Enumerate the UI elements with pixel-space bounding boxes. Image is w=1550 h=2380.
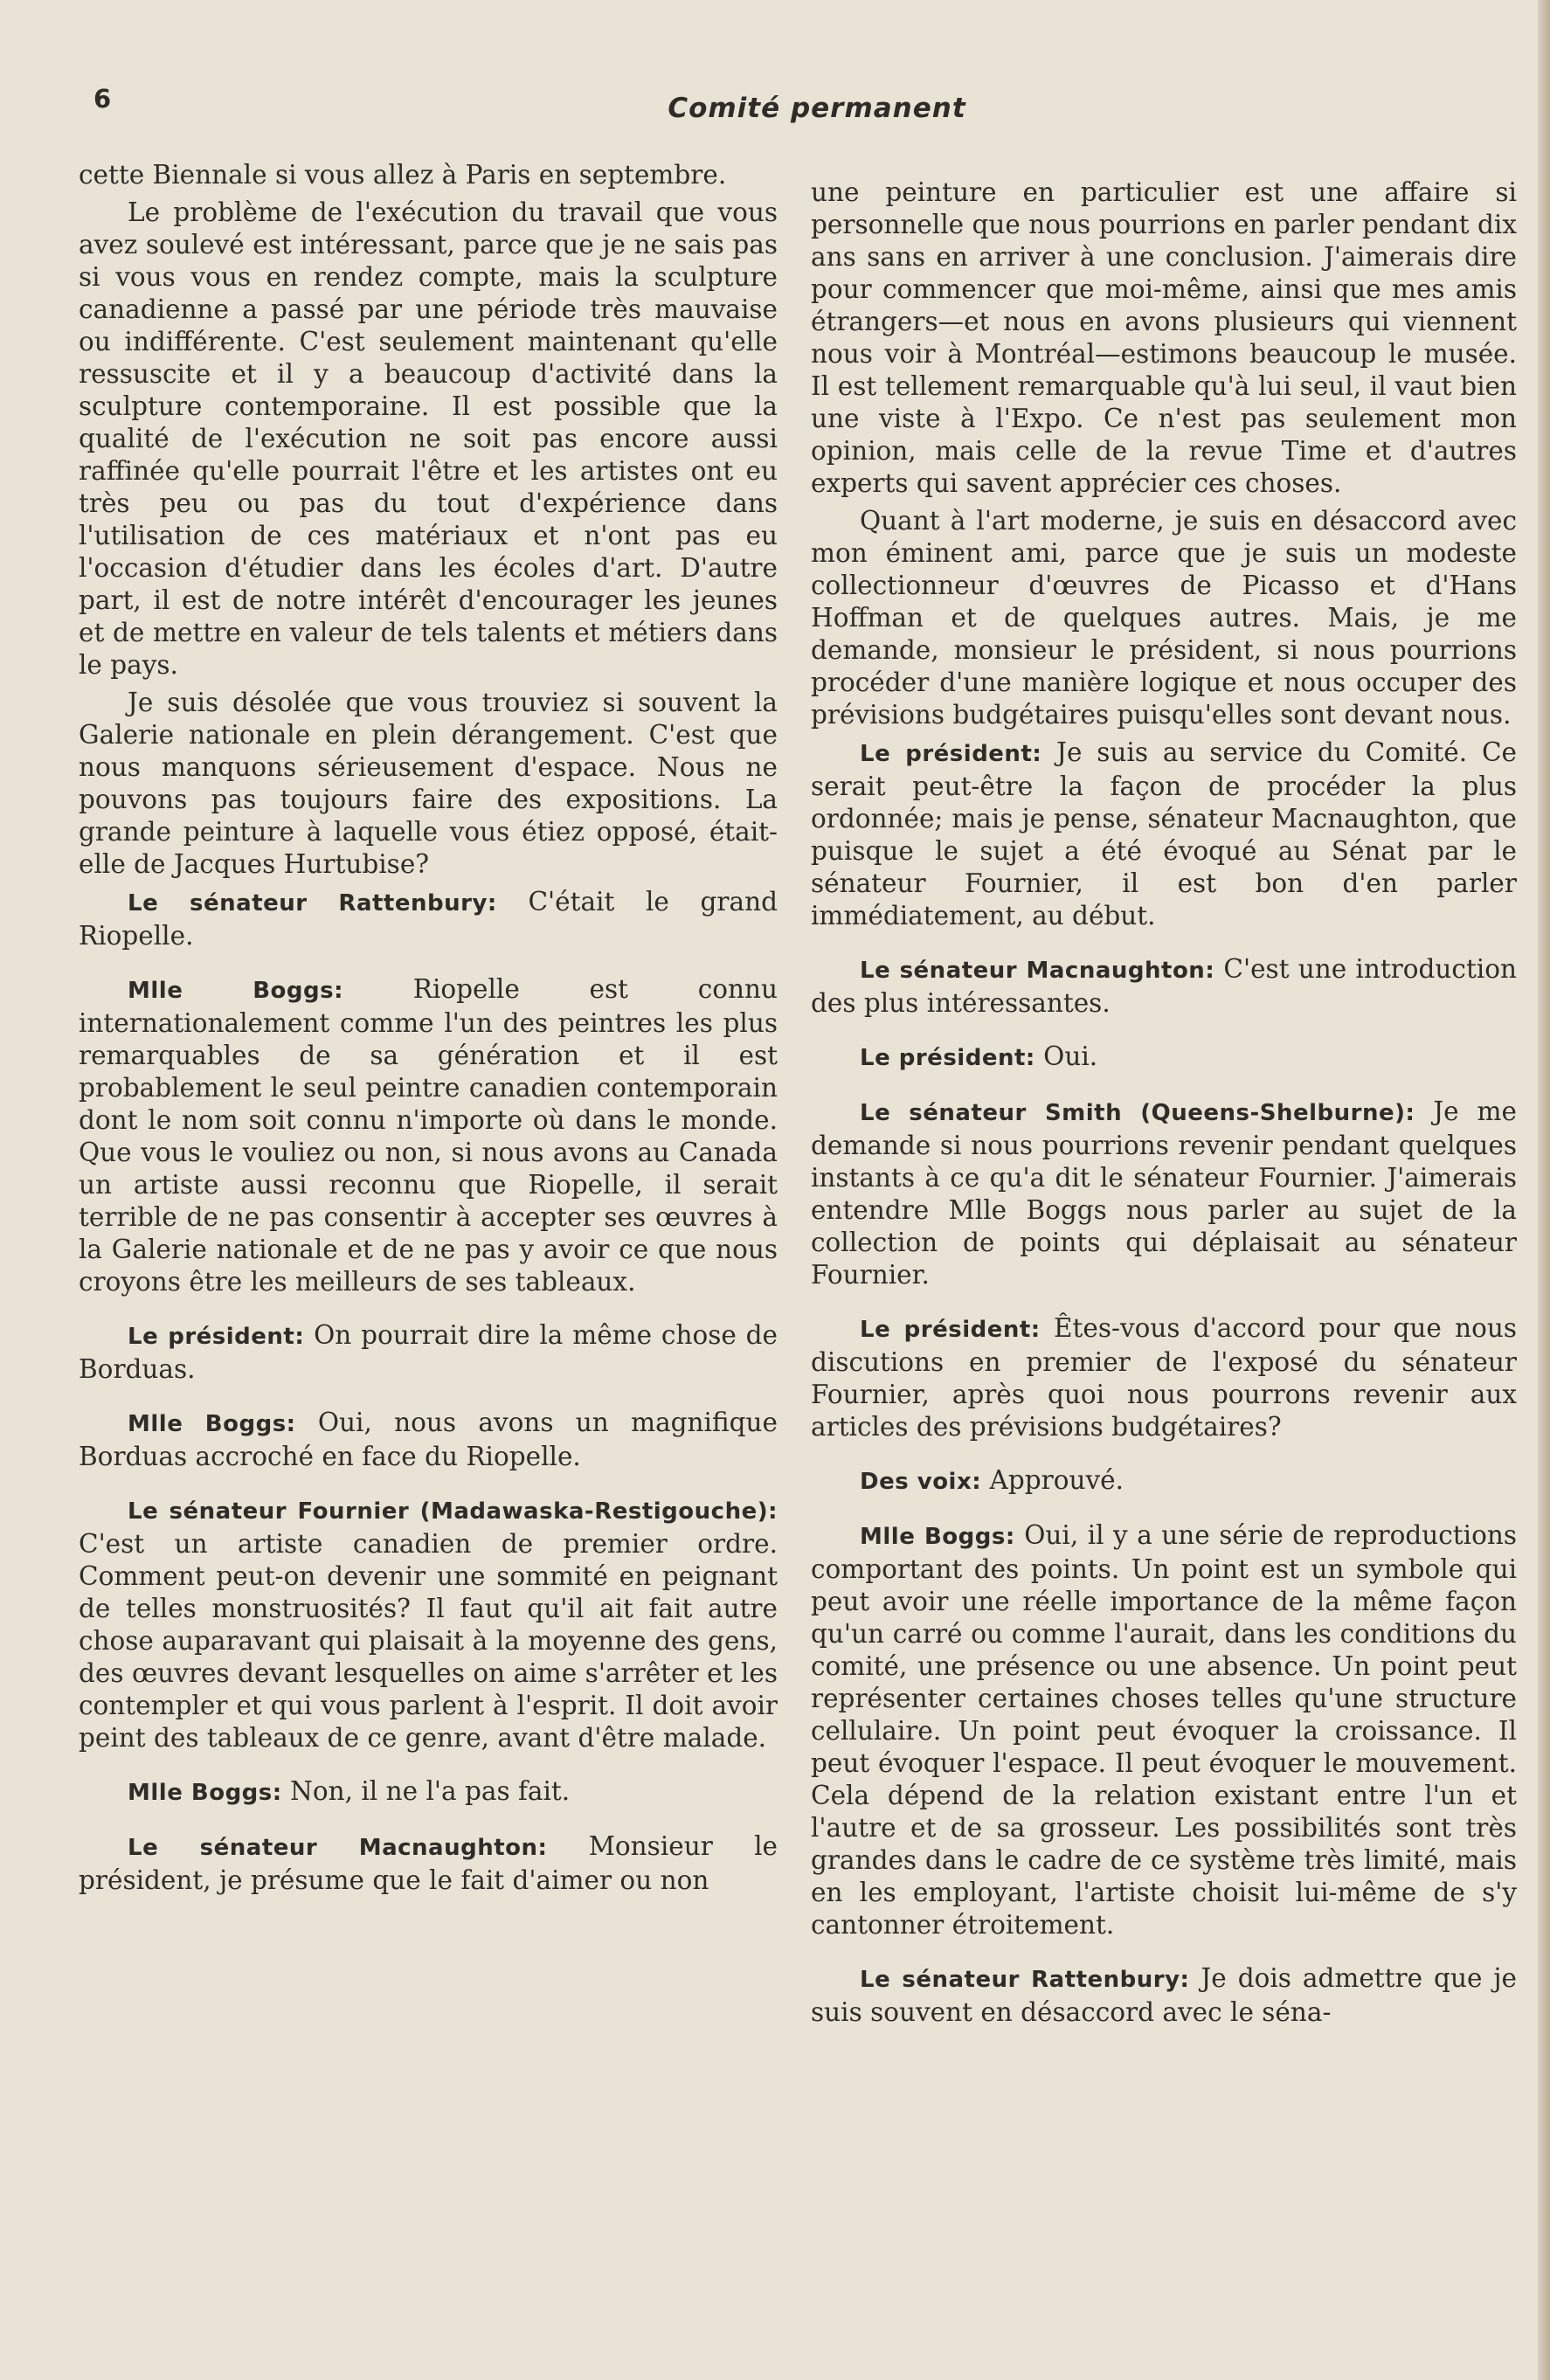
speech-paragraph [79, 973, 778, 1298]
text-paragraph: cette Biennale si vous allez à Paris en septembre. [79, 160, 727, 190]
speaker-name: Mlle Boggs: [860, 1524, 1015, 1550]
speaker-name: Le président: [860, 741, 1042, 767]
speaker-name: Le président: [128, 1324, 305, 1350]
speech-text: Je dois admettre que je suis souvent en désaccord avec le séna- [811, 1963, 1517, 2027]
speech-text: Je suis au service du Comité. Ce serait peut-être la façon de procéder la plus ordonnée; mais je pense, sénateur Macnaughton, que puisque le sujet a été évoqué au Sénat par le sénateur Fournier, il est bon d'en parler immédiatement, au début. [811, 737, 1517, 931]
speech-text: On pourrait dire la même chose de Borduas. [79, 1320, 778, 1384]
speaker-name: Mlle Boggs: [128, 978, 344, 1004]
speech-text: Oui, il y a une série de reproductions comportant des points. Un point est un symbole qui peut avoir une réelle importance de la même façon qu'un carré ou comme l'aurait, dans les conditions du comité, une présence ou une absence. Un point peut représenter certaines choses telles qu'une structure cellulaire. Un point peut évoquer la croissance. Il peut évoquer l'espace. Il peut évoquer le mouvement. Cela dépend de la relation existant entre l'un et l'autre et de sa grosseur. Les possibilités sont très grandes dans le cadre de ce système très limité, mais en les employant, l'artiste choisit lui-même de s'y cantonner étroitement. [811, 1520, 1517, 1940]
speech-paragraph [79, 1830, 778, 1897]
speaker-name: Le sénateur Macnaughton: [860, 958, 1215, 984]
speaker-name: Le sénateur Fournier (Madawaska-Restigouche): [128, 1498, 778, 1525]
speaker-name: Le président: [860, 1045, 1035, 1071]
speech-paragraph [811, 1041, 1517, 1075]
speech-paragraph [811, 1464, 1517, 1498]
speech-text: Approuvé. [981, 1465, 1124, 1495]
speech-paragraph [811, 1096, 1517, 1291]
page-number: 6 [93, 84, 112, 114]
speech-text: C'était le grand Riopelle. [79, 887, 778, 951]
speech-text: Oui. [1034, 1041, 1098, 1071]
right-column [811, 176, 1517, 2050]
speech-paragraph [811, 1519, 1517, 1941]
speaker-name: Le sénateur Smith (Queens-Shelburne): [860, 1100, 1415, 1126]
speaker-name: Le sénateur Macnaughton: [128, 1835, 548, 1861]
speaker-name: Le président: [860, 1317, 1041, 1343]
speech-paragraph [79, 886, 778, 952]
speech-text: Je me demande si nous pourrions revenir pendant quelques instants à ce qu'a dit le sénateur Fournier. J'aimerais entendre Mlle Boggs nous parler au sujet de la collection de points qui déplaisait au sénateur Fournier. [811, 1097, 1517, 1290]
speech-paragraph [79, 1494, 778, 1754]
speech-paragraph [79, 1775, 778, 1809]
speech-paragraph [79, 1407, 778, 1473]
speaker-name: Mlle Boggs: [128, 1780, 282, 1806]
speech-text: Monsieur le président, je présume que le fait d'aimer ou non [79, 1831, 778, 1895]
speaker-name: Des voix: [860, 1469, 982, 1495]
speaker-name: Le sénateur Rattenbury: [128, 890, 497, 917]
text-paragraph: Je suis désolée que vous trouviez si souvent la Galerie nationale en plein dérangement. C'est que nous manquons sérieusement d'espace. Nous ne pouvons pas toujours faire des expositions. La grande peinture à laquelle vous étiez opposé, était-elle de Jacques Hurtubise? [79, 688, 778, 879]
speaker-name: Mlle Boggs: [128, 1411, 296, 1437]
text-paragraph: une peinture en particulier est une affaire si personnelle que nous pourrions en parler pendant dix ans sans en arriver à une conclusion. J'aimerais dire pour commencer que moi-même, ainsi que mes amis étrangers—et nous en avons plusieurs qui viennent nous voir à Montréal—estimons beaucoup le musée. Il est tellement remarquable qu'à lui seul, il vaut bien une viste à l'Expo. Ce n'est pas seulement mon opinion, mais celle de la revue Time et d'autres experts qui savent apprécier ces choses. [811, 177, 1517, 498]
speech-paragraph [79, 1319, 778, 1386]
speech-text: Non, il ne l'a pas fait. [281, 1776, 571, 1806]
speech-text: Riopelle est connu internationalement comme l'un des peintres les plus remarquables de sa génération et il est probablement le seul peintre canadien contemporain dont le nom soit connu n'importe où dans le monde. Que vous le vouliez ou non, si nous avons au Canada un artiste aussi reconnu que Riopelle, il serait terrible de ne pas consentir à accepter ses œuvres à la Galerie nationale et de ne pas y avoir ce que nous croyons être les meilleurs de ses tableaux. [79, 974, 778, 1297]
speech-text: Oui, nous avons un magnifique Borduas accroché en face du Riopelle. [79, 1408, 778, 1471]
speech-paragraph [811, 953, 1517, 1020]
speech-text: Êtes-vous d'accord pour que nous discutions en premier de l'exposé du sénateur Fournier, après quoi nous pourrons revenir aux articles des prévisions budgétaires? [811, 1313, 1517, 1442]
speech-text: C'est une introduction des plus intéressantes. [811, 954, 1518, 1018]
speech-paragraph [811, 1312, 1517, 1443]
speech-paragraph [811, 737, 1517, 932]
left-column [79, 159, 778, 1918]
text-paragraph: Quant à l'art moderne, je suis en désaccord avec mon éminent ami, parce que je suis un modeste collectionneur d'œuvres de Picasso et d'Hans Hoffman et de quelques autres. Mais, je me demande, monsieur le président, si nous pourrions procéder d'une manière logique et nous occuper des prévisions budgétaires puisqu'elles sont devant nous. [811, 506, 1517, 730]
text-paragraph: Le problème de l'exécution du travail que vous avez soulevé est intéressant, parce que je ne sais pas si vous vous en rendez compte, mais la sculpture canadienne a passé par une période très mauvaise ou indifférente. C'est seulement maintenant qu'elle ressuscite et il y a beaucoup d'activité dans la sculpture contemporaine. Il est possible que la qualité de l'exécution ne soit pas encore aussi raffinée qu'elle pourrait l'être et les artistes ont eu très peu ou pas du tout d'expérience dans l'utilisation de ces matériaux et n'ont pas eu l'occasion d'étudier dans les écoles d'art. D'autre part, il est de notre intérêt d'encourager les jeunes et de mettre en valeur de tels talents et métiers dans le pays. [79, 197, 778, 680]
running-head: Comité permanent [668, 93, 966, 124]
page-edge-shadow [1538, 0, 1550, 2380]
speech-text: C'est un artiste canadien de premier ordre. Comment peut-on devenir une sommité en peignant de telles monstruosités? Il faut qu'il ait fait autre chose auparavant qui plaisait à la moyenne des gens, des œuvres devant lesquelles on aime s'arrêter et les contempler et qui vous parlent à l'esprit. Il doit avoir peint des tableaux de ce genre, avant d'être malade. [79, 1529, 778, 1753]
speech-paragraph [811, 1962, 1517, 2029]
speaker-name: Le sénateur Rattenbury: [860, 1967, 1190, 1993]
